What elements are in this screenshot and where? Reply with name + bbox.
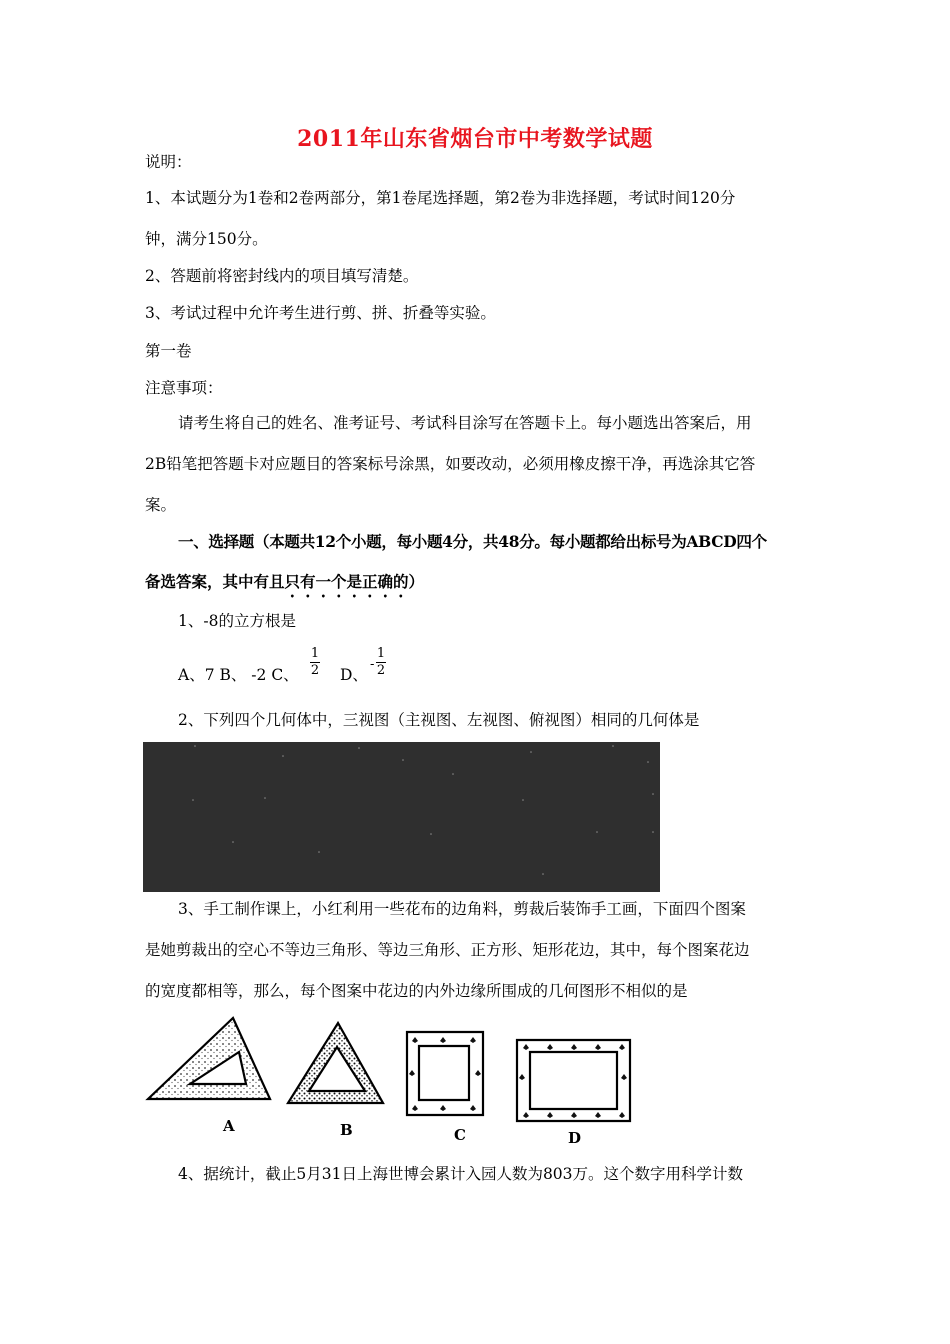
intro-item-3: 3、考试过程中允许考生进行剪、拼、折叠等实验。 [145, 304, 496, 322]
fraction-numerator: 1 [376, 646, 386, 661]
question-2-stem: 2、下列四个几何体中，三视图（主视图、左视图、俯视图）相同的几何体是 [178, 711, 700, 729]
intro-item-1-line-1: 1、本试题分为1卷和2卷两部分，第1卷尾选择题，第2卷为非选择题，考试时间120分 [145, 189, 736, 207]
pattern-d-label: D [568, 1129, 582, 1147]
notice-label: 注意事项： [145, 379, 223, 397]
notice-line-2: 2B铅笔把答题卡对应题目的答案标号涂黑，如要改动，必须用橡皮擦干净，再选涂其它答 [145, 455, 756, 473]
pattern-a-scalene-triangle [148, 1018, 270, 1099]
notice-line-1: 请考生将自己的姓名、准考证号、考试科目涂写在答题卡上。每小题选出答案后，用 [178, 414, 752, 432]
pattern-a-label: A [223, 1117, 235, 1135]
section-1-heading-line-2 [145, 572, 815, 601]
geometry-solids-image [143, 742, 660, 892]
page-title: 2011年山东省烟台市中考数学试题 [297, 126, 653, 152]
question-3-line-2: 是她剪裁出的空心不等边三角形、等边三角形、正方形、矩形花边，其中，每个图案花边 [145, 941, 750, 959]
fraction-denominator: 2 [376, 663, 386, 678]
image-speckles [143, 742, 660, 892]
fraction-numerator: 1 [310, 646, 320, 661]
question-1-options-abc: A、7 B、 -2 C、 [178, 666, 299, 684]
question-3-line-3: 的宽度都相等，那么，每个图案中花边的内外边缘所围成的几何图形不相似的是 [145, 982, 688, 1000]
emphasis-dotted-text: 只有一个是正确的 [284, 572, 409, 591]
negative-sign: - [370, 657, 375, 672]
pattern-b-label: B [340, 1121, 353, 1139]
fraction-denominator: 2 [310, 663, 320, 678]
intro-label: 说明： [145, 153, 192, 171]
volume-1-label: 第一卷 [145, 342, 192, 360]
intro-item-1-line-2: 钟，满分150分。 [145, 230, 268, 248]
fraction-one-half-d [376, 647, 386, 678]
heading-text-pre: 备选答案，其中有且 [145, 572, 285, 591]
question-3-line-1: 3、手工制作课上，小红利用一些花布的边角料，剪裁后装饰手工画，下面四个图案 [178, 900, 746, 918]
question-1-option-d-prefix: D、 [340, 666, 368, 684]
fraction-one-half-c [310, 647, 320, 678]
pattern-d-rectangle [517, 1040, 630, 1121]
pattern-c-square [407, 1032, 483, 1115]
pattern-b-equilateral-triangle [288, 1023, 383, 1103]
border-patterns-figure [143, 1012, 643, 1152]
notice-line-3: 案。 [145, 496, 177, 514]
intro-item-2: 2、答题前将密封线内的项目填写清楚。 [145, 267, 419, 285]
section-1-heading-line-1: 一、选择题（本题共12个小题，每小题4分，共48分。每小题都给出标号为ABCD四个 [178, 532, 767, 551]
question-1-stem: 1、-8的立方根是 [178, 612, 296, 630]
question-4-line-1: 4、据统计，截止5月31日上海世博会累计入园人数为803万。这个数字用科学计数 [178, 1165, 744, 1183]
heading-text-post: ） [408, 572, 425, 591]
pattern-c-label: C [454, 1126, 466, 1144]
